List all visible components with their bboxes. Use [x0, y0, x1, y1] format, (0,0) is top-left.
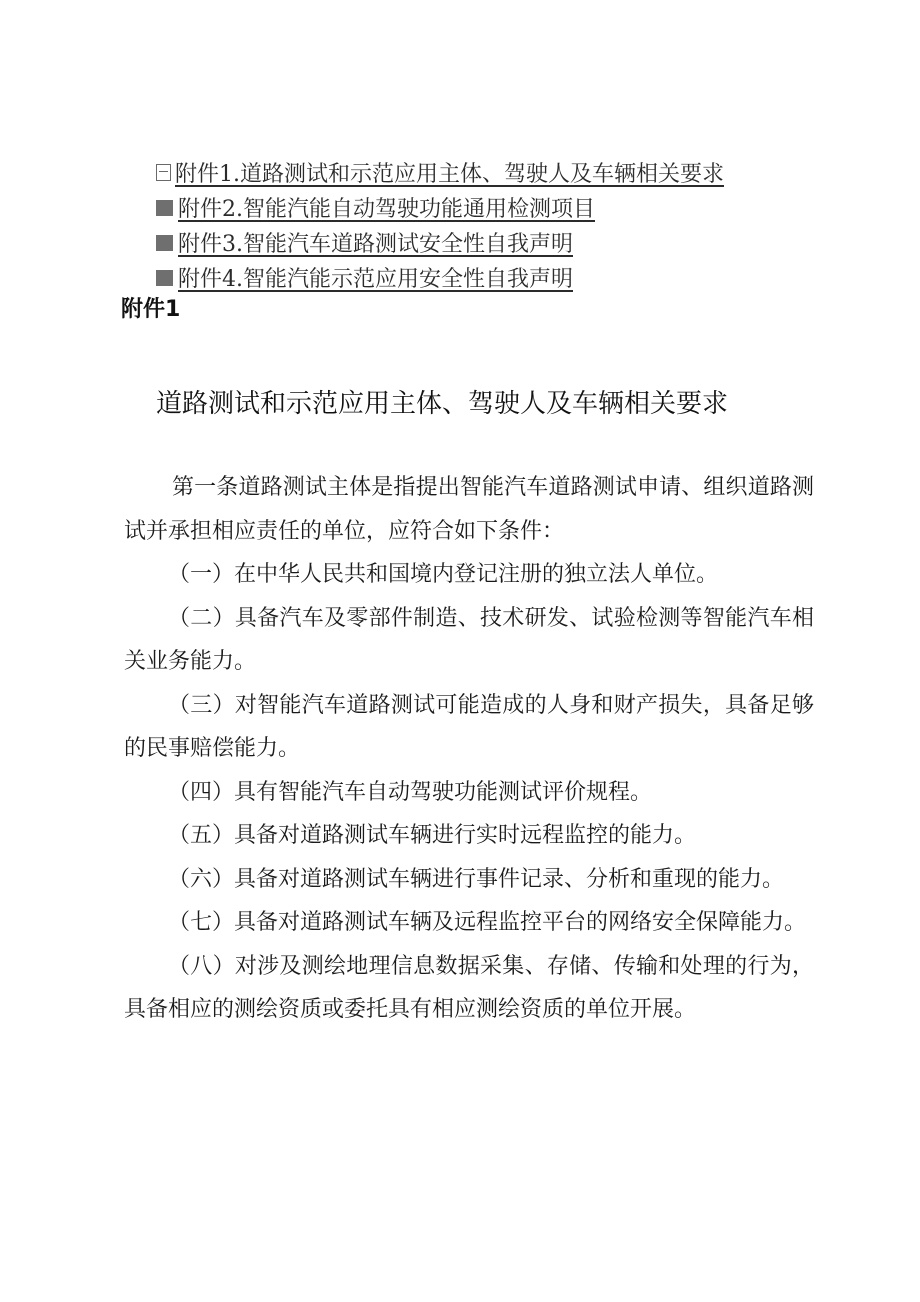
attachment-link-text: 附件2.智能汽能自动驾驶功能通用检测项目 [178, 197, 595, 222]
attachment-link-text: 附件4.智能汽能示范应用安全性自我声明 [178, 267, 573, 292]
annex-label: 附件1 [121, 297, 181, 322]
condition-paragraph: （五）具备对道路测试车辆进行实时远程监控的能力。 [168, 823, 697, 848]
condition-paragraph: （一）在中华人民共和国境内登记注册的独立法人单位。 [168, 562, 719, 587]
document-icon [156, 164, 171, 181]
condition-paragraph: （四）具有智能汽车自动驾驶功能测试评价规程。 [168, 779, 653, 805]
attachment-link-2[interactable] [156, 190, 724, 225]
document-title: 道路测试和示范应用主体、驾驶人及车辆相关要求 [156, 389, 729, 419]
attachment-link-1[interactable] [156, 155, 724, 190]
condition-paragraph: （七）具备对道路测试车辆及远程监控平台的网络安全保障能力。 [168, 910, 807, 935]
attachment-link-4[interactable] [156, 260, 724, 295]
attachment-list [156, 155, 724, 295]
document-body [124, 466, 814, 1032]
square-bullet-icon [156, 270, 173, 286]
square-bullet-icon [156, 200, 173, 216]
condition-paragraph: （八）对涉及测绘地理信息数据采集、存储、传输和处理的行为，具备相应的测绘资质或委托具有相应测绘资质的单位开展。 [124, 953, 814, 1022]
condition-paragraph: （六）具备对道路测试车辆进行事件记录、分析和重现的能力。 [168, 866, 785, 892]
attachment-link-text: 附件1.道路测试和示范应用主体、驾驶人及车辆相关要求 [175, 162, 724, 187]
article-paragraph: 第一条道路测试主体是指提出智能汽车道路测试申请、组织道路测试并承担相应责任的单位，应符合如下条件： [124, 475, 814, 544]
attachment-link-3[interactable] [156, 225, 724, 260]
condition-paragraph: （三）对智能汽车道路测试可能造成的人身和财产损失，具备足够的民事赔偿能力。 [124, 692, 814, 761]
attachment-link-text: 附件3.智能汽车道路测试安全性自我声明 [178, 232, 573, 257]
square-bullet-icon [156, 235, 173, 251]
condition-paragraph: （二）具备汽车及零部件制造、技术研发、试验检测等智能汽车相关业务能力。 [124, 605, 814, 674]
